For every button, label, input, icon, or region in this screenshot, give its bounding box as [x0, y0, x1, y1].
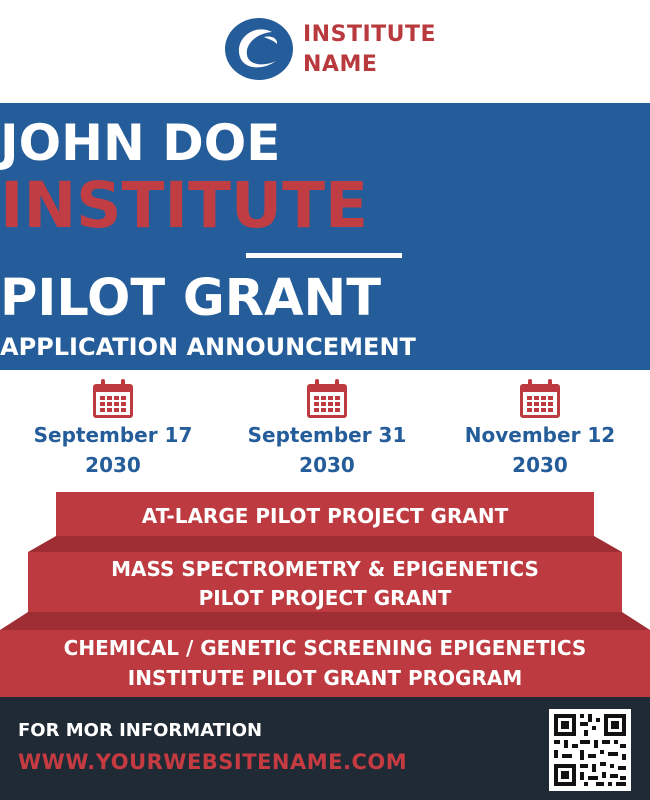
header [0, 0, 650, 103]
title-institute: INSTITUTE [0, 169, 369, 242]
date-item-2 [227, 378, 427, 480]
step-2-label-line1: MASS SPECTROMETRY & EPIGENETICS [111, 557, 539, 581]
institute-name-line2: NAME [303, 52, 378, 77]
title-pilot-grant: PILOT GRANT [0, 269, 382, 328]
step-3 [0, 630, 650, 697]
step-2 [28, 552, 622, 612]
calendar-icon [518, 378, 562, 420]
date-year: 2030 [512, 453, 568, 477]
step-2-label-line2: PILOT PROJECT GRANT [198, 586, 452, 610]
date-item-3 [440, 378, 640, 480]
step-1 [56, 492, 594, 536]
calendar-icon [305, 378, 349, 420]
date-month-day: September 17 [33, 423, 193, 447]
title-john-doe: JOHN DOE [0, 114, 281, 172]
title-divider [246, 253, 402, 258]
calendar-icon [91, 378, 135, 420]
qr-code-icon[interactable] [549, 709, 631, 791]
date-year: 2030 [299, 453, 355, 477]
step-3-label-line1: CHEMICAL / GENETIC SCREENING EPIGENETICS [63, 636, 587, 660]
institute-name [303, 20, 436, 80]
institute-name-line1: INSTITUTE [303, 22, 437, 47]
c-swoosh-logo-icon [224, 17, 294, 81]
subtitle-application-announcement: APPLICATION ANNOUNCEMENT [0, 333, 416, 361]
date-year: 2030 [85, 453, 141, 477]
date-item-1 [13, 378, 213, 480]
step-3-label-line2: INSTITUTE PILOT GRANT PROGRAM [127, 666, 523, 690]
step-1-label: AT-LARGE PILOT PROJECT GRANT [141, 504, 509, 528]
qr-code-graphic [549, 709, 631, 791]
date-month-day: November 12 [464, 423, 616, 447]
date-month-day: September 31 [247, 423, 407, 447]
footer-website-link[interactable]: WWW.YOURWEBSITENAME.COM [18, 750, 408, 774]
footer-info-label: FOR MOR INFORMATION [18, 720, 263, 741]
